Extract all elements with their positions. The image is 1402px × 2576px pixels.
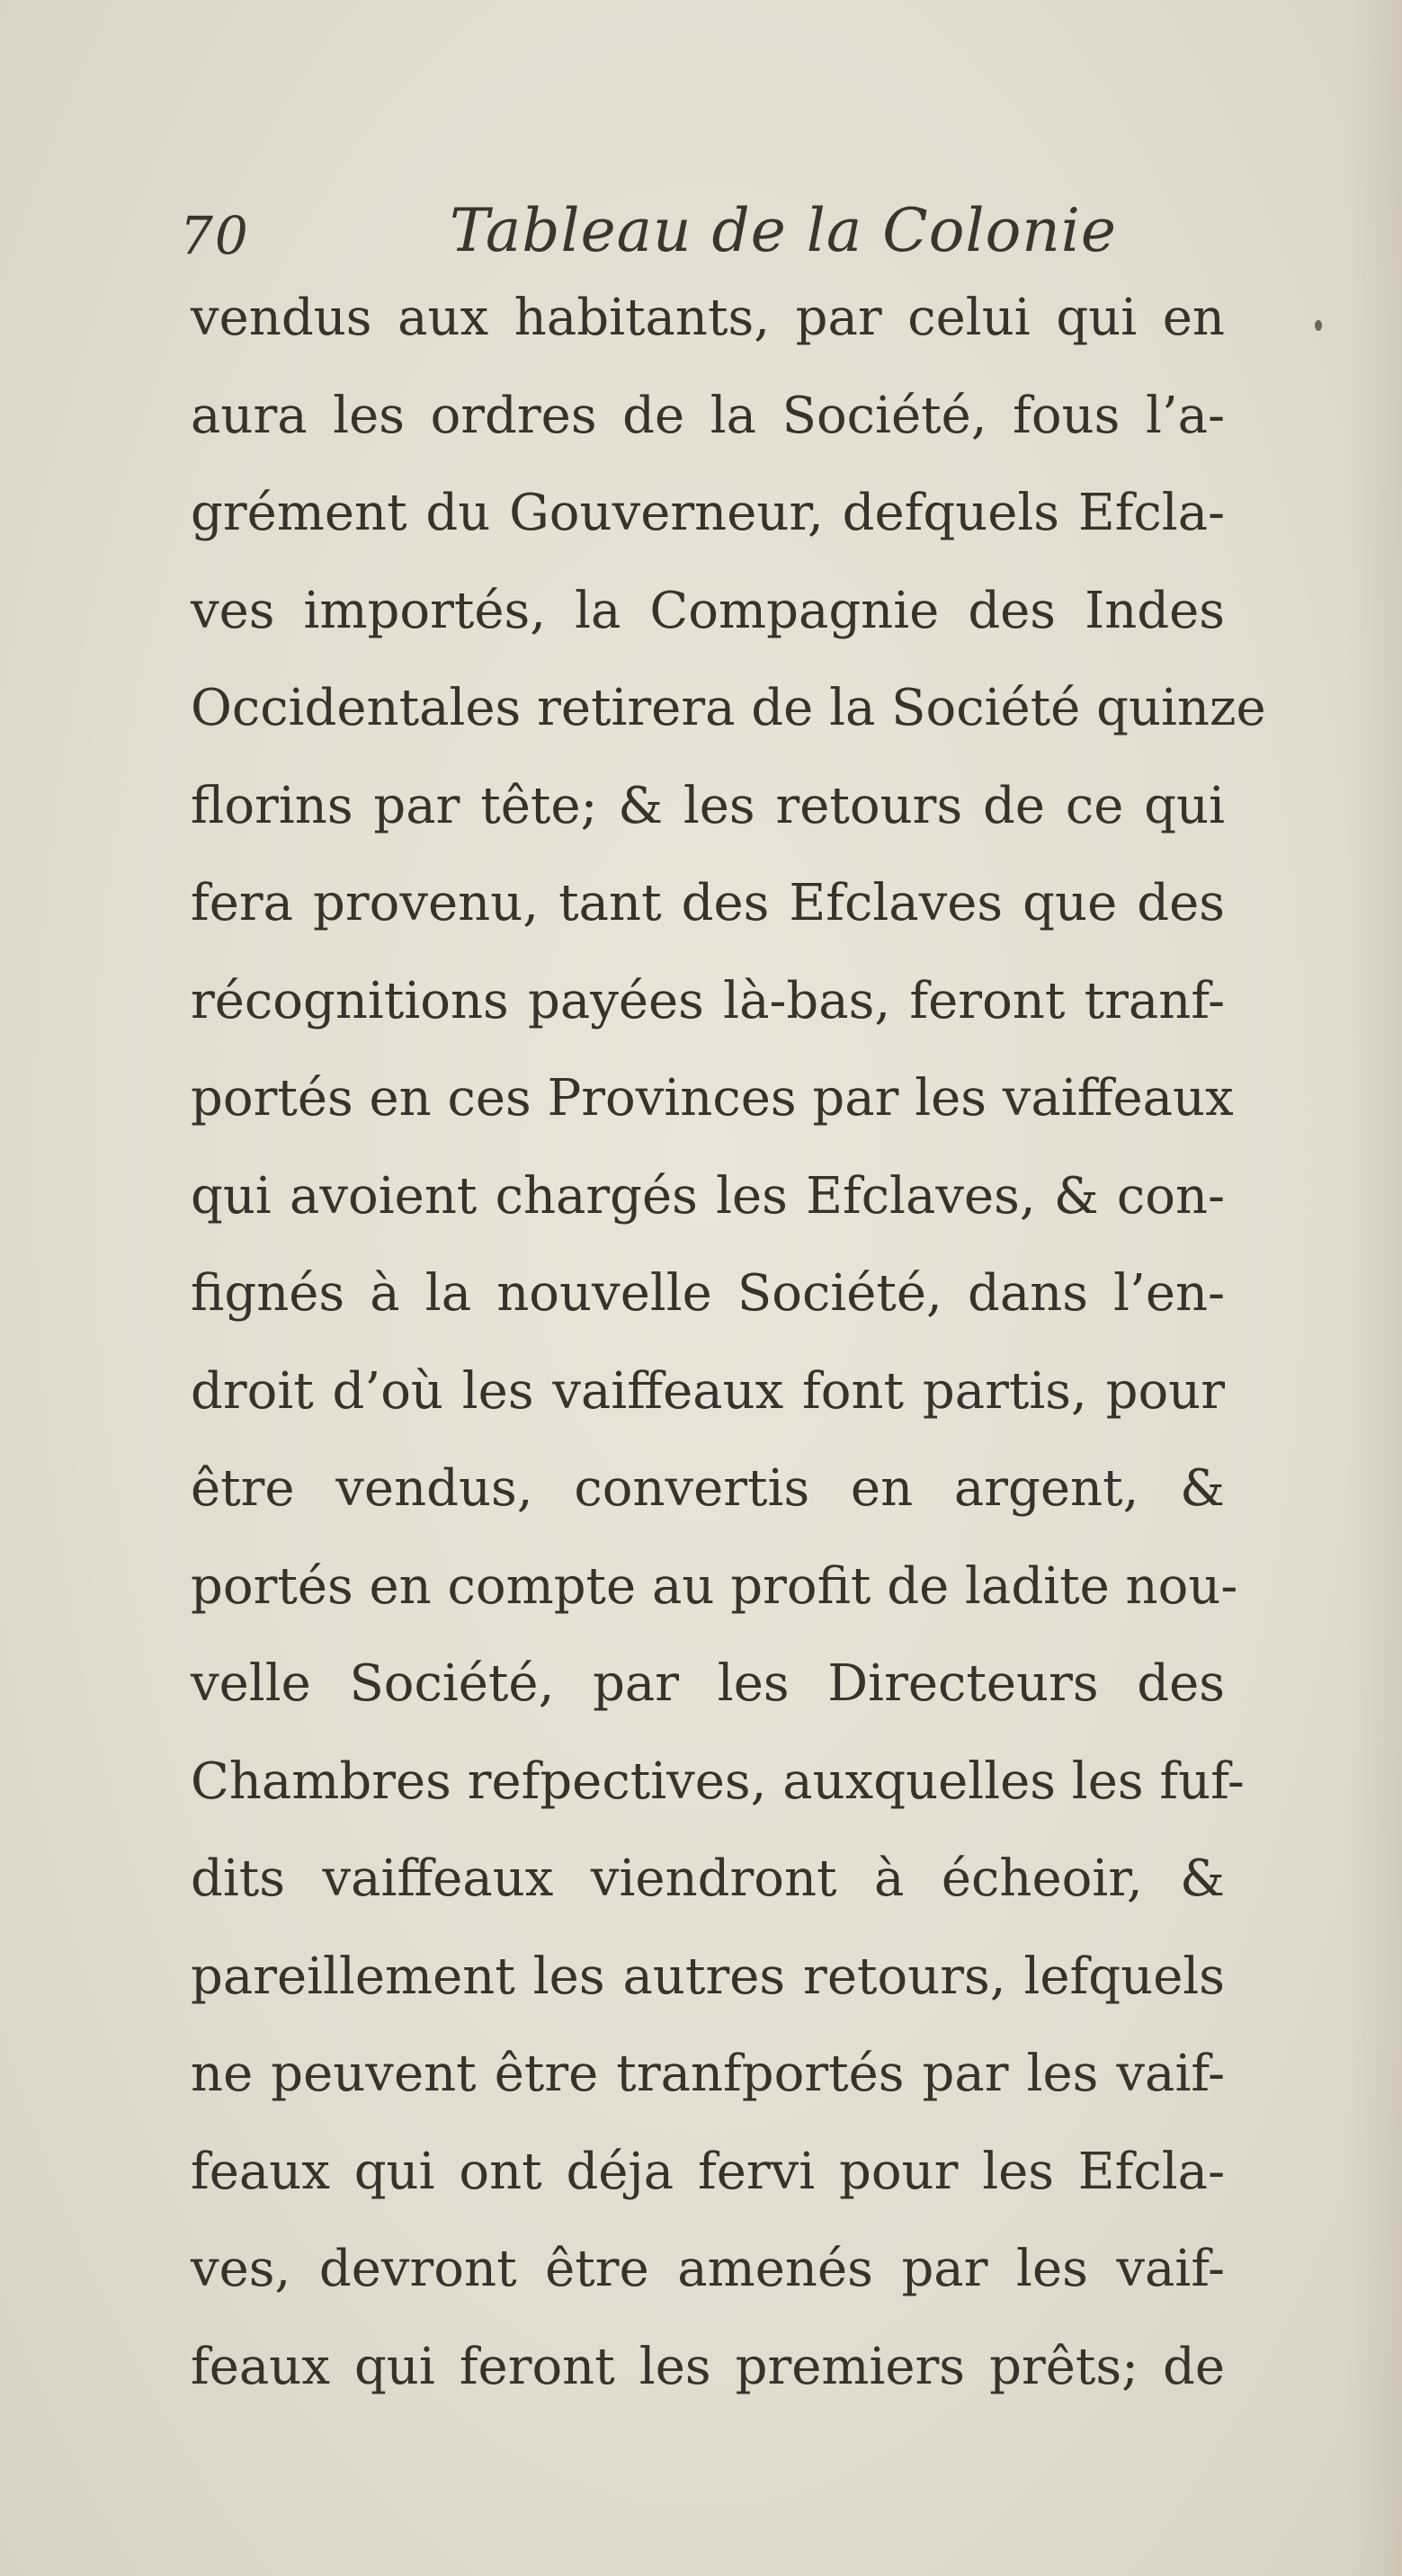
running-title: Tableau de la Colonie [450, 196, 1117, 265]
text-line: ves, devront être amenés par les vaif- [191, 2240, 1225, 2298]
text-line: dits vaiffeaux viendront à écheoir, & [191, 1850, 1225, 1908]
text-line: Occidentales retirera de la Société quinze [191, 679, 1266, 737]
text-line: florins par tête; & les retours de ce qui [191, 776, 1225, 835]
text-line: ves importés, la Compagnie des Indes [191, 581, 1225, 640]
text-line: fera provenu, tant des Efclaves que des [191, 874, 1225, 932]
text-line: Chambres refpectives, auxquelles les fuf- [191, 1752, 1245, 1811]
body-text [191, 270, 1266, 2416]
text-line: droit d’où les vaiffeaux font partis, pour [191, 1361, 1225, 1421]
text-line: velle Société, par les Directeurs des [191, 1654, 1225, 1713]
text-line: être vendus, convertis en argent, & [191, 1459, 1225, 1518]
text-line: vendus aux habitants, par celui qui en [191, 289, 1225, 347]
text-line: aura les ordres de la Société, fous l’a- [191, 386, 1225, 445]
text-line: portés en ces Provinces par les vaiffeaux [191, 1069, 1234, 1128]
ink-speck [1315, 320, 1322, 331]
text-line: ne peuvent être tranfportés par les vaif- [191, 2045, 1225, 2103]
text-line: pareillement les autres retours, lefquels [191, 1947, 1225, 2006]
text-line: fignés à la nouvelle Société, dans l’en- [191, 1264, 1225, 1323]
text-line: qui avoient chargés les Efclaves, & con- [191, 1166, 1225, 1226]
text-line: feaux qui ont déja fervi pour les Efcla- [191, 2142, 1225, 2201]
text-line: feaux qui feront les premiers prêts; de [191, 2337, 1225, 2396]
page-number: 70 [180, 205, 250, 266]
page-header [180, 196, 1214, 277]
text-line: portés en compte au profit de ladite nou- [191, 1556, 1238, 1616]
text-line: récognitions payées là-bas, feront tranf- [191, 971, 1225, 1030]
text-line: grément du Gouverneur, defquels Efcla- [191, 484, 1225, 542]
page-edge-shadow [1348, 0, 1402, 2576]
